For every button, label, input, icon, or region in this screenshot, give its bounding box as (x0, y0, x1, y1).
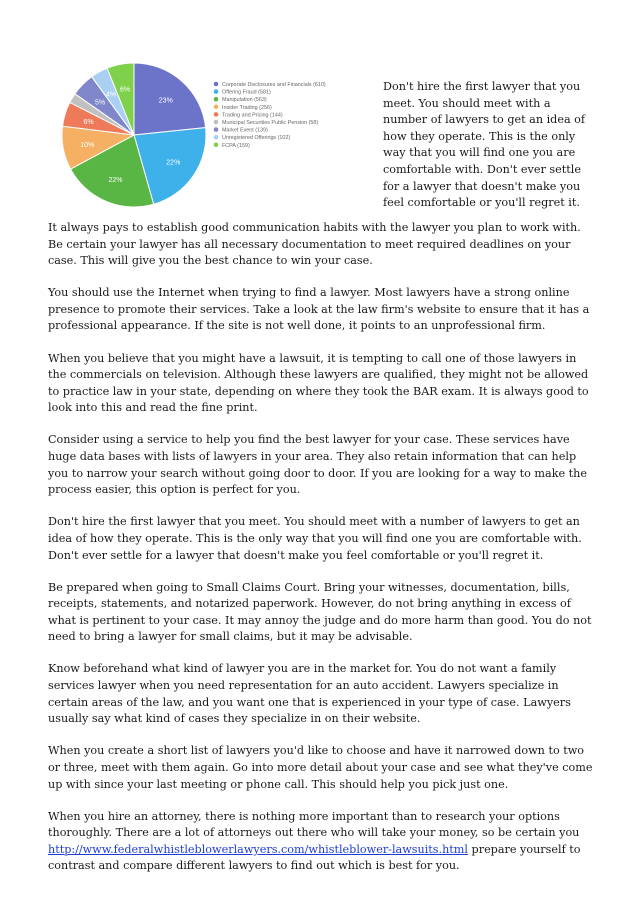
pie-chart (62, 60, 372, 210)
article-body (48, 220, 596, 891)
pie-chart-svg (62, 60, 372, 210)
legend-label-7: Market Event (139) (222, 127, 268, 134)
pie-slice-label-7: 5% (95, 99, 106, 107)
pie-slice-label-3: 22% (108, 176, 123, 184)
sidebar-quote: Don't hire the first lawyer that you meet. You should meet with a number of lawyers to get an idea of how they operate. This is the only way that you will find one you are comfortable with. Don't ever settle for a lawyer that doesn't make you feel comfortable or you'll regret it. (383, 80, 586, 210)
chart-legend (214, 82, 326, 149)
legend-swatch-5 (214, 112, 219, 117)
pie-slice-label-4: 10% (80, 141, 95, 149)
paragraph-9 (48, 809, 596, 875)
legend-swatch-2 (214, 89, 219, 94)
legend-label-5: Trading and Pricing (144) (222, 112, 283, 119)
legend-label-9: FCPA (159) (222, 142, 250, 149)
pie-slice-label-2: 22% (166, 159, 181, 167)
legend-label-1: Corporate Disclosures and Financials (610) (222, 82, 326, 88)
legend-swatch-4 (214, 105, 219, 110)
paragraph-2: You should use the Internet when trying to find a lawyer. Most lawyers have a strong online presence to promote their services. Take a look at the law firm's website to ensure that it has a professional appearance. If the site is not well done, it points to an unprofessional firm. (48, 286, 590, 333)
paragraph-9-text-end: prepare yourself to contrast and compare different lawyers to find out which is best for you. (48, 842, 581, 873)
paragraph-7: Know beforehand what kind of lawyer you are in the market for. You do not want a family services lawyer when you need representation for an auto accident. Lawyers specialize in certain areas of the law, and you want one that is experienced in your type of case. Lawyers usually say what kind of cases they specialize in on their website. (48, 662, 571, 726)
pie-slice-label-5: 6% (83, 119, 94, 127)
legend-label-4: Insider Trading (256) (222, 104, 272, 111)
pie-slice-label-8: 4% (105, 91, 117, 99)
paragraph-1: It always pays to establish good communication habits with the lawyer you plan to work with. Be certain your lawyer has all necessary documentation to meet required deadlines on your case. This will give you the best chance to win your case. (48, 221, 581, 268)
legend-label-3: Manipulation (563) (222, 97, 267, 104)
legend-swatch-3 (214, 97, 219, 102)
whistleblower-lawsuits-link[interactable]: http://www.federalwhistleblowerlawyers.com/whistleblower-lawsuits.html (48, 842, 468, 856)
pie-slice-label-9: 6% (119, 86, 131, 94)
legend-label-8: Unregistered Offerings (102) (222, 135, 291, 142)
pie-slice-label-1: 23% (158, 97, 173, 105)
legend-swatch-8 (214, 135, 219, 140)
pie-slices (62, 63, 206, 207)
legend-swatch-1 (214, 82, 219, 87)
legend-swatch-9 (214, 143, 219, 148)
legend-label-2: Offering Fraud (581) (222, 89, 271, 96)
legend-swatch-7 (214, 127, 219, 132)
paragraph-9-text-start: When you hire an attorney, there is nothing more important than to research your options thoroughly. There are a lot of attorneys out there who will take your money, so be certain you (48, 809, 580, 840)
paragraph-6: Be prepared when going to Small Claims Court. Bring your witnesses, documentation, bills, receipts, statements, and notarized paperwork. However, do not bring anything in excess of what is pertinent to your case. It may annoy the judge and do more harm than good. You do not need to bring a lawyer for small claims, but it may be advisable. (48, 580, 592, 644)
paragraph-3: When you believe that you might have a lawsuit, it is tempting to call one of those lawyers in the commercials on television. Although these lawyers are qualified, they might not be allowed to practice law in your state, depending on where they took the BAR exam. It is always good to look into this and read the fine print. (48, 351, 589, 415)
paragraph-8: When you create a short list of lawyers you'd like to choose and have it narrowed down to two or three, meet with them again. Go into more detail about your case and see what they've come up with since your last meeting or phone call. This should help you pick just one. (48, 744, 593, 791)
paragraph-4: Consider using a service to help you find the best lawyer for your case. These services have huge data bases with lists of lawyers in your area. They also retain information that can help you to narrow your search without going door to door. If you are looking for a way to make the process easier, this option is perfect for you. (48, 433, 587, 497)
legend-label-6: Municipal Securities Public Pension (58) (222, 120, 319, 126)
paragraph-5: Don't hire the first lawyer that you meet. You should meet with a number of lawyers to get an idea of how they operate. This is the only way that you will find one you are comfortable with. Don't ever settle for a lawyer that doesn't make you feel comfortable or you'll regret it. (48, 515, 582, 562)
legend-swatch-6 (214, 120, 219, 125)
